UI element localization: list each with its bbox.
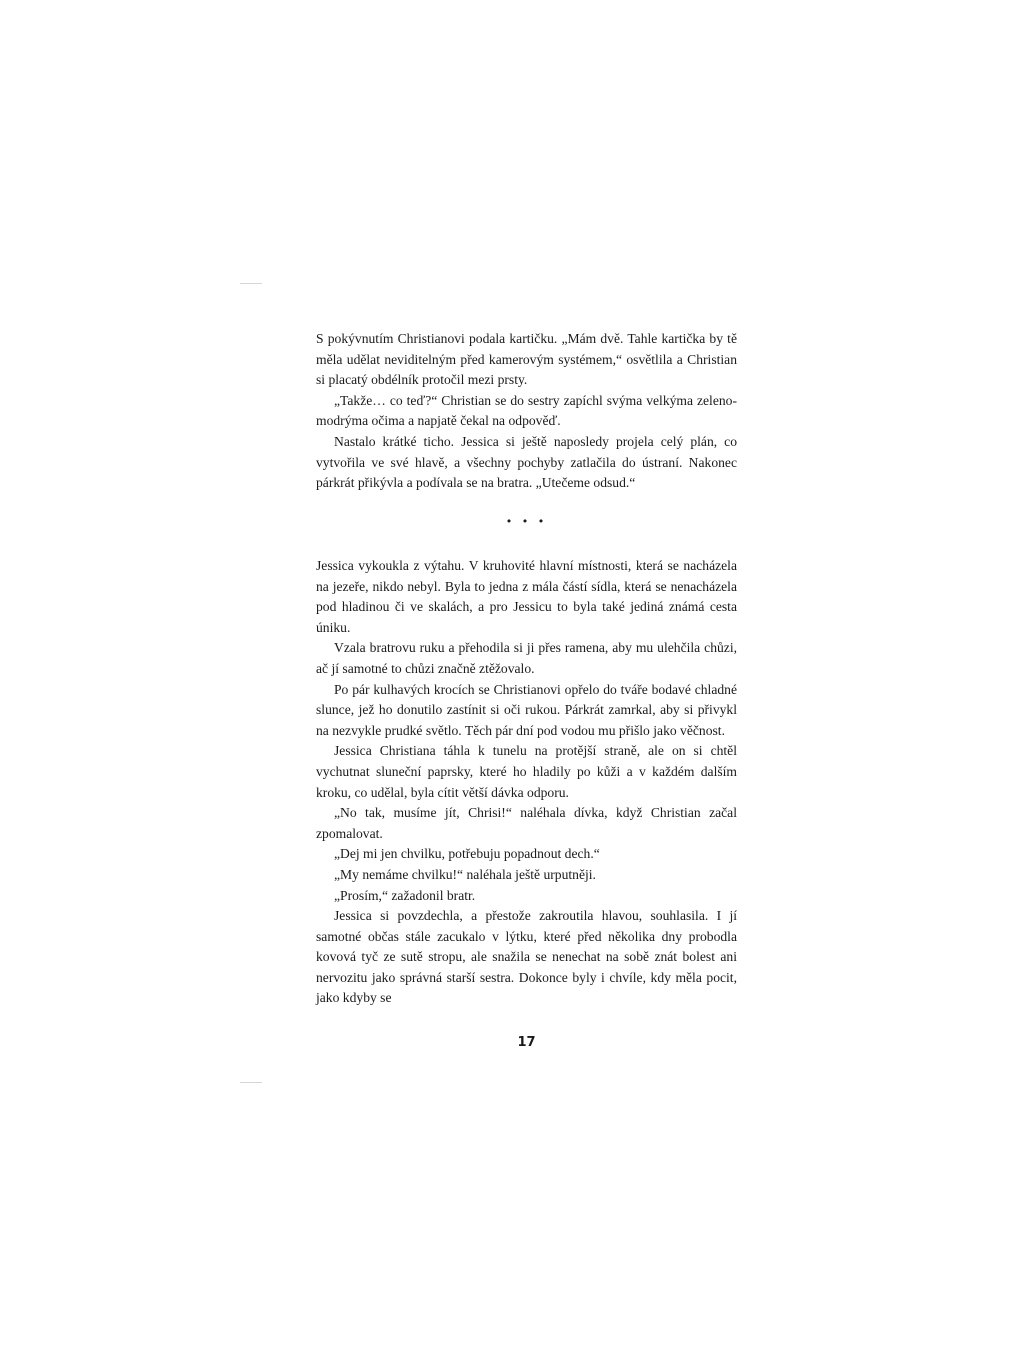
paragraph: Jessica vykoukla z výtahu. V kruhovité hlavní místnosti, která se nacházela na jezeře, nikdo nebyl. Byla to jedna z mála částí sídla, která se nenacházela pod hladinou či ve skalách, a pro Jessicu to byla také jediná známá cesta úniku. [316,558,737,635]
section-separator: • • • [505,515,548,528]
paragraph: „My nemáme chvilku!“ naléhala ještě urputněji. [334,866,596,882]
paragraph: Po pár kulhavých krocích se Christianovi opřelo do tváře bodavé chladné slunce, jež ho donutilo zastínit si oči rukou. Párkrát zamrkal, aby si přivykl na nezvykle prudké světlo. Těch pár dní pod vodou mu přišlo jako věčnost. [316,681,737,738]
crop-mark-bottom [240,1082,262,1083]
text-section-1 [316,329,737,494]
paragraph: „Takže… co teď?“ Christian se do sestry zapíchl svýma velkýma zelenomodrýma očima a napjatě čekal na odpověď. [316,392,737,429]
paragraph: Nastalo krátké ticho. Jessica si ještě naposledy projela celý plán, co vytvořila ve své hlavě, a všechny pochyby zatlačila do ústraní. Nakonec párkrát přikývla a podívala se na bratra. „Utečeme odsud.“ [316,433,737,491]
crop-mark-top [240,283,262,284]
paragraph: Jessica si povzdechla, a přestože zakroutila hlavou, souhlasila. I jí samotné občas stále zacukalo v lýtku, které před několika dny probodla kovová tyč ze sutě stropu, ale snažila se nenechat na sobě znát bolest ani nervozitu jako správná starší sestra. Dokonce byly i chvíle, kdy měla pocit, jako kdyby se [316,908,737,1006]
paragraph: „No tak, musíme jít, Chrisi!“ naléhala dívka, když Christian začal zpomalovat. [316,805,737,841]
paragraph: „Prosím,“ zažadonil bratr. [334,887,476,903]
page-number: 17 [517,1035,536,1050]
paragraph: Jessica Christiana táhla k tunelu na protější straně, ale on si chtěl vychutnat sluneční paprsky, které ho hladily po kůži a v každém dalším kroku, co udělal, byla cítit větší dávka odporu. [316,743,737,800]
paragraph: „Dej mi jen chvilku, potřebuju popadnout dech.“ [334,846,600,862]
paragraph: Vzala bratrovu ruku a přehodila si ji přes ramena, aby mu ulehčila chůzi, ač jí samotné to chůzi značně ztěžovalo. [316,640,737,676]
text-section-2 [316,556,737,1009]
paragraph: S pokývnutím Christianovi podala kartičku. „Mám dvě. Tahle kartička by tě měla udělat neviditelným před kamerovým systémem,“ osvětlila a Christian si placatý obdélník protočil mezi prsty. [316,331,737,388]
